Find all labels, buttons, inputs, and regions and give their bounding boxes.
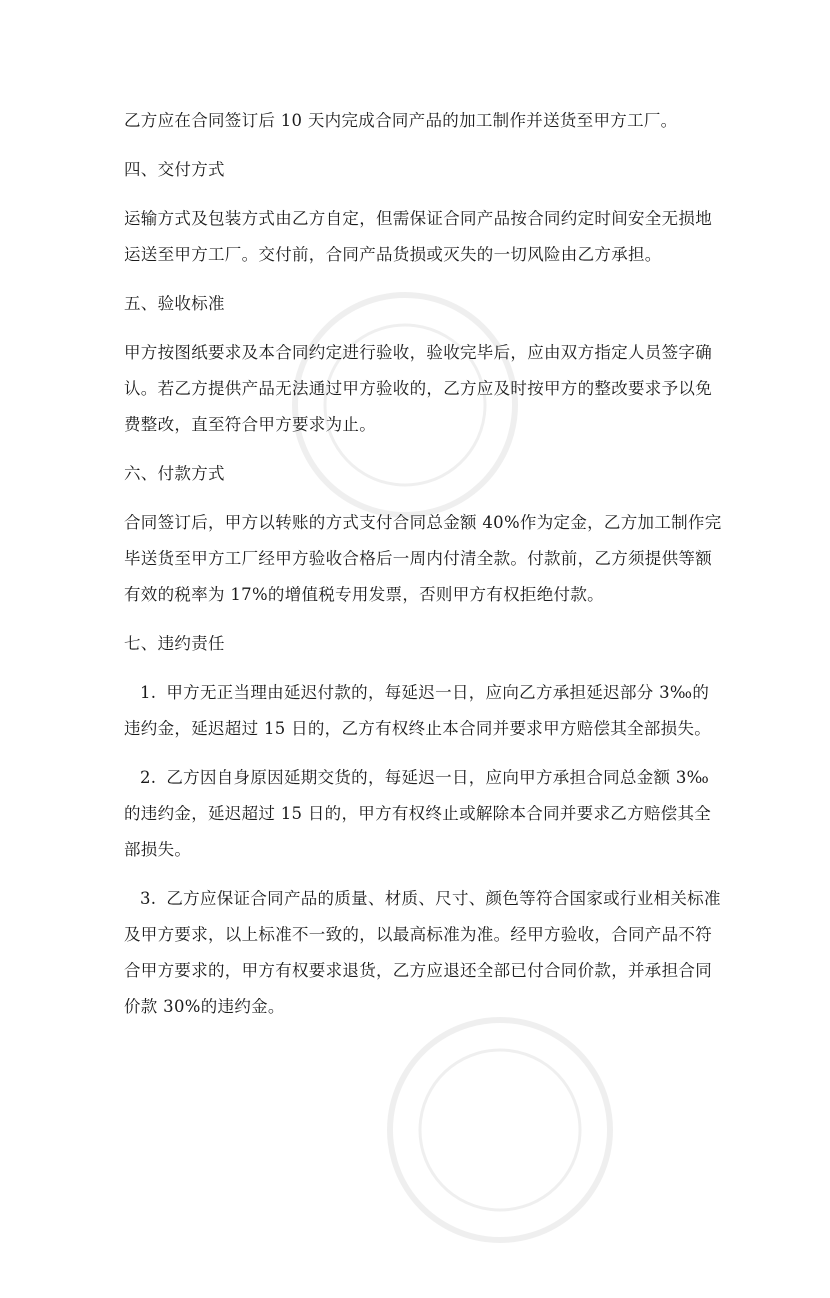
delivery-time-paragraph: 乙方应在合同签订后 10 天内完成合同产品的加工制作并送货至甲方工厂。 bbox=[124, 111, 678, 130]
section-heading-delivery: 四、交付方式 bbox=[124, 160, 225, 179]
payment-paragraph: 合同签订后，甲方以转账的方式支付合同总金额 40%作为定金，乙方加工制作完毕送货至甲方工厂经甲方验收合格后一周内付清全款。付款前，乙方须提供等额有效的税率为 17%的增值税专用发票，否则甲方有权拒绝付款。 bbox=[124, 513, 722, 604]
item-text: 乙方因自身原因延期交货的，每延迟一日，应向甲方承担合同总金额 3‰的违约金，延迟超过 15 日的，甲方有权终止或解除本合同并要求乙方赔偿其全部损失。 bbox=[124, 768, 712, 859]
liability-item bbox=[124, 760, 724, 868]
section-heading-acceptance: 五、验收标准 bbox=[124, 294, 225, 313]
liability-item bbox=[124, 675, 724, 747]
item-number: 3. bbox=[140, 889, 157, 908]
section-heading-liability: 七、违约责任 bbox=[124, 634, 225, 653]
item-text: 乙方应保证合同产品的质量、材质、尺寸、颜色等符合国家或行业相关标准及甲方要求，以上标准不一致的，以最高标准为准。经甲方验收，合同产品不符合甲方要求的，甲方有权要求退货，乙方应退还全部已付合同价款，并承担合同价款 30%的违约金。 bbox=[124, 889, 721, 1016]
delivery-method-paragraph: 运输方式及包装方式由乙方自定，但需保证合同产品按合同约定时间安全无损地运送至甲方工厂。交付前，合同产品货损或灭失的一切风险由乙方承担。 bbox=[124, 209, 712, 264]
contract-body bbox=[124, 103, 724, 1038]
item-text: 甲方无正当理由延迟付款的，每延迟一日，应向乙方承担延迟部分 3‰的违约金，延迟超过 15 日的，乙方有权终止本合同并要求甲方赔偿其全部损失。 bbox=[124, 683, 712, 738]
liability-item bbox=[124, 881, 724, 1025]
section-heading-payment: 六、付款方式 bbox=[124, 464, 225, 483]
item-number: 1. bbox=[140, 683, 157, 702]
acceptance-paragraph: 甲方按图纸要求及本合同约定进行验收，验收完毕后，应由双方指定人员签字确认。若乙方提供产品无法通过甲方验收的，乙方应及时按甲方的整改要求予以免费整改，直至符合甲方要求为止。 bbox=[124, 343, 712, 434]
item-number: 2. bbox=[140, 768, 157, 787]
